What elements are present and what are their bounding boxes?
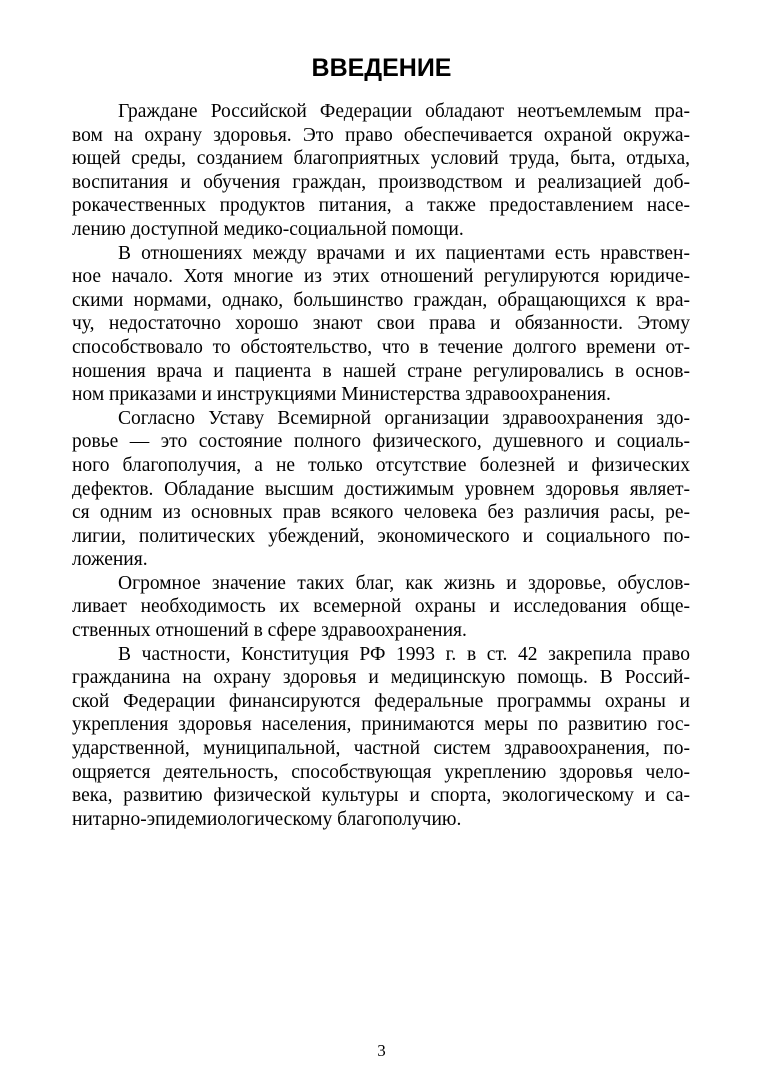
paragraph	[72, 407, 690, 572]
text-line: способствовало то обстоятельство, что в течение долгого времени от-	[72, 336, 690, 358]
text-line: Согласно Уставу Всемирной организации здравоохранения здо-	[118, 407, 690, 429]
text-line: лению доступной медико-социальной помощи.	[72, 218, 464, 240]
text-line: укрепления здоровья населения, принимаются меры по развитию гос-	[72, 714, 690, 736]
text-line: ном приказами и инструкциями Министерства здравоохранения.	[72, 384, 611, 406]
paragraph	[72, 643, 690, 832]
text-line: рокачественных продуктов питания, а также предоставлением насе-	[72, 195, 690, 217]
paragraph	[72, 572, 690, 643]
text-line: воспитания и обучения граждан, производством и реализацией доб-	[72, 171, 690, 193]
text-line: ся одним из основных прав всякого человека без различия расы, ре-	[72, 502, 690, 524]
text-line: скими нормами, однако, большинство граждан, обращающихся к вра-	[72, 289, 690, 311]
text-line: ливает необходимость их всемерной охраны и исследования обще-	[72, 596, 690, 618]
body-text	[72, 100, 690, 831]
text-line: нитарно-эпидемиологическому благополучию.	[72, 808, 462, 830]
text-line: ской Федерации финансируются федеральные программы охраны и	[72, 690, 690, 712]
text-line: вом на охрану здоровья. Это право обеспечивается охраной окружа-	[72, 124, 690, 146]
text-line: чу, недостаточно хорошо знают свои права и обязанности. Этому	[72, 313, 690, 335]
text-line: ношения врача и пациента в нашей стране регулировались в основ-	[72, 360, 690, 382]
text-line: Граждане Российской Федерации обладают неотъемлемым пра-	[118, 101, 690, 122]
text-line: лигии, политических убеждений, экономического и социального по-	[72, 525, 690, 547]
text-line: ударственной, муниципальной, частной систем здравоохранения, по-	[72, 738, 690, 760]
text-line: В отношениях между врачами и их пациентами есть нравствен-	[118, 242, 690, 264]
text-line: дефектов. Обладание высшим достижимым уровнем здоровья являет-	[72, 478, 690, 500]
text-line: гражданина на охрану здоровья и медицинскую помощь. В Россий-	[72, 667, 690, 689]
text-line: ственных отношений в сфере здравоохранения.	[72, 620, 467, 642]
text-line: ющей среды, созданием благоприятных условий труда, быта, отдыха,	[72, 148, 690, 170]
text-line: века, развитию физической культуры и спорта, экологическому и са-	[72, 785, 690, 807]
paragraph	[72, 100, 690, 242]
text-line: ощряется деятельность, способствующая укреплению здоровья чело-	[72, 761, 690, 783]
page-number: 3	[377, 1041, 386, 1060]
paragraph	[72, 242, 690, 407]
text-line: ное начало. Хотя многие из этих отношений регулируются юридиче-	[72, 266, 690, 288]
text-line: ного благополучия, а не только отсутствие болезней и физических	[72, 454, 690, 476]
text-line: Огромное значение таких благ, как жизнь и здоровье, обуслов-	[118, 572, 690, 594]
page-title: ВВЕДЕНИЕ	[311, 54, 452, 82]
text-line: ложения.	[72, 549, 148, 571]
text-line: В частности, Конституция РФ 1993 г. в ст. 42 закрепила право	[118, 643, 690, 665]
text-line: ровье — это состояние полного физического, душевного и социаль-	[72, 431, 690, 453]
